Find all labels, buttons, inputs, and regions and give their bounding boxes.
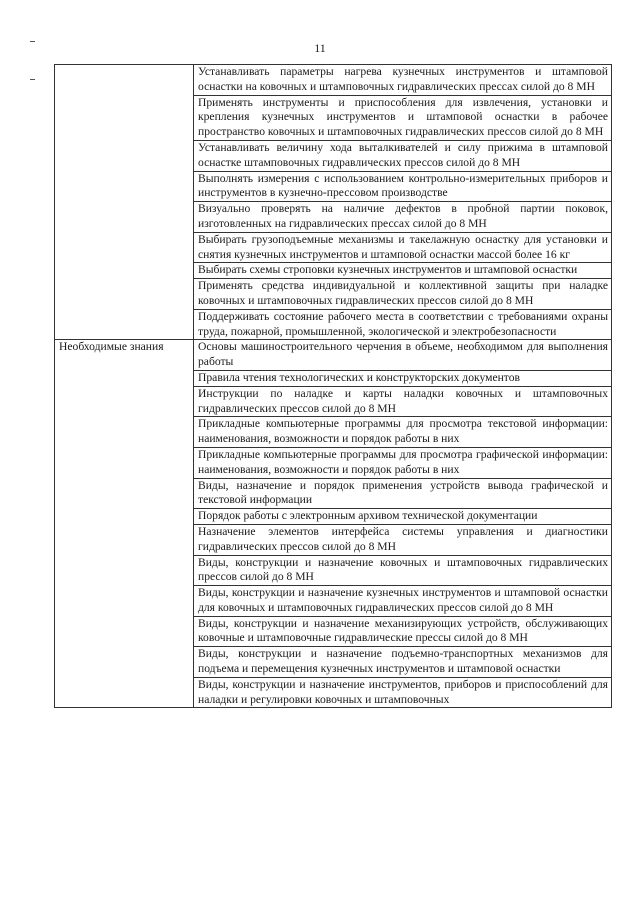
requirements-table [54,64,612,708]
table-cell: Выбирать схемы строповки кузнечных инструментов и штамповой оснастки [194,263,612,279]
table-cell: Устанавливать параметры нагрева кузнечных инструментов и штамповой оснастки на ковочных и штамповочных гидравлических прессах силой до 8 МН [194,65,612,96]
table-cell: Правила чтения технологических и конструкторских документов [194,370,612,386]
table-cell: Применять средства индивидуальной и коллективной защиты при наладке ковочных и штамповочных гидравлических прессов силой до 8 МН [194,279,612,310]
table-body [55,65,612,708]
table-cell: Виды, конструкции и назначение кузнечных инструментов и штамповой оснастки для ковочных и штамповочных гидравлических прессов силой до 8 МН [194,586,612,617]
table-cell: Выполнять измерения с использованием контрольно-измерительных приборов и инструментов в кузнечно-прессовом производстве [194,171,612,202]
table-cell: Прикладные компьютерные программы для просмотра текстовой информации: наименования, возможности и порядок работы в них [194,417,612,448]
table-cell: Основы машиностроительного черчения в объеме, необходимом для выполнения работы [194,340,612,371]
skills-label-cell [55,65,194,340]
table-cell: Поддерживать состояние рабочего места в соответствии с требованиями охраны труда, пожарной, промышленной, экологической и электробезопасности [194,309,612,340]
table-cell: Визуально проверять на наличие дефектов в пробной партии поковок, изготовленных на гидравлических прессах силой до 8 МН [194,202,612,233]
page-number: 11 [314,41,326,55]
table-cell: Инструкции по наладке и карты наладки ковочных и штамповочных гидравлических прессов силой до 8 МН [194,386,612,417]
table-cell: Применять инструменты и приспособления для извлечения, установки и крепления кузнечных инструментов и штамповой оснастки в рабочее пространство ковочных и штамповочных гидравлических прессов силой до 8 МН [194,95,612,140]
table-cell: Порядок работы с электронным архивом технической документации [194,509,612,525]
table-cell: Виды, назначение и порядок применения устройств вывода графической и текстовой информации [194,478,612,509]
table-cell: Виды, конструкции и назначение ковочных и штамповочных гидравлических прессов силой до 8 МН [194,555,612,586]
table-cell: Прикладные компьютерные программы для просмотра графической информации: наименования, возможности и порядок работы в них [194,447,612,478]
table-cell: Назначение элементов интерфейса системы управления и диагностики гидравлических прессов силой до 8 МН [194,524,612,555]
table-cell: Виды, конструкции и назначение подъемно-транспортных механизмов для подъема и перемещения кузнечных инструментов и штамповой оснастки [194,647,612,678]
table-cell: Виды, конструкции и назначение инструментов, приборов и приспособлений для наладки и регулировки ковочных и штамповочных [194,677,612,708]
table-row [55,340,612,371]
knowledge-label: Необходимые знания [55,340,194,708]
table-cell: Устанавливать величину хода выталкивателей и силу прижима в штамповой оснастке штамповочных гидравлических прессов силой до 8 МН [194,140,612,171]
margin-mark [30,79,35,80]
table-cell: Виды, конструкции и назначение механизирующих устройств, обслуживающих ковочные и штамповочные гидравлические прессы силой до 8 МН [194,616,612,647]
table-cell: Выбирать грузоподъемные механизмы и такелажную оснастку для установки и снятия кузнечных инструментов и штамповой оснастки массой более 16 кг [194,232,612,263]
margin-mark [30,41,35,42]
table-row [55,65,612,96]
